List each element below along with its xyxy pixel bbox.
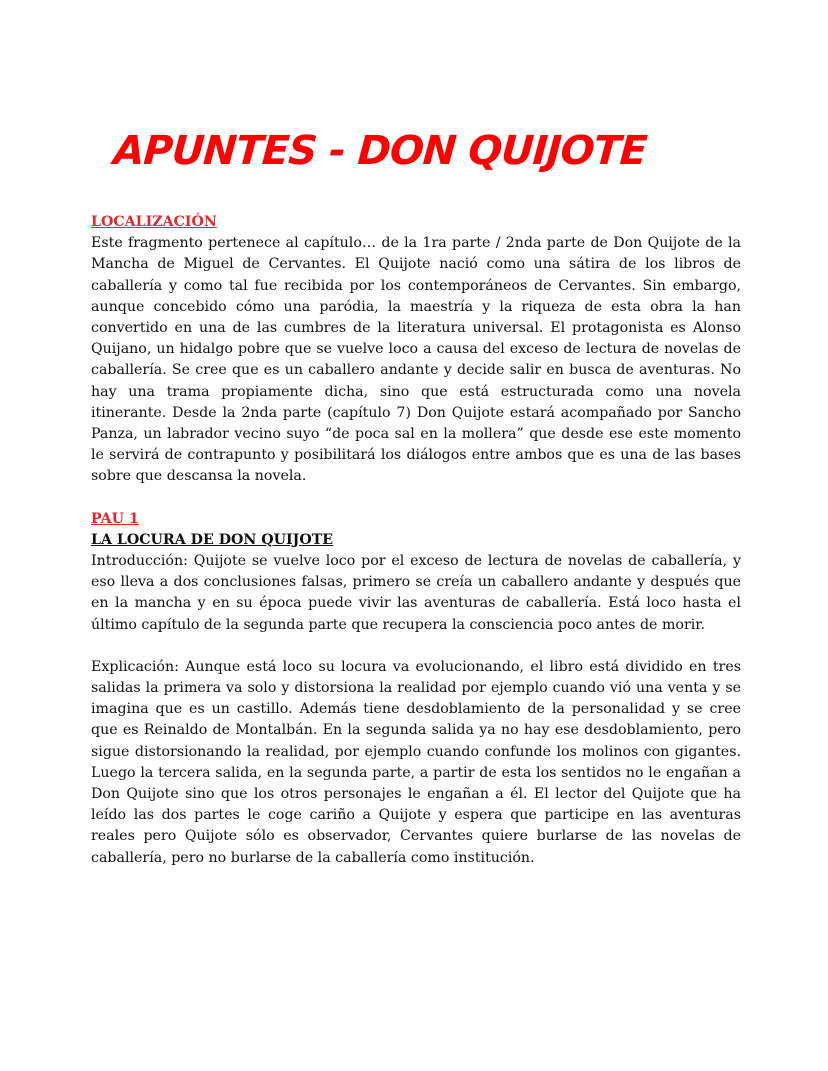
localizacion-heading: LOCALIZACIÓN (91, 214, 217, 230)
localizacion-paragraph: Este fragmento pertenece al capítulo… de la 1ra parte / 2nda parte de Don Quijote de la Mancha de Miguel de Cervantes. El Quijote nació como una sátira de los libros de caballería y como tal fue recibida por los contemporáneos de Cervantes. Sin embargo, aunque concebido cómo una paródia, la maestría y la riqueza de esta obra la han convertido en una de las cumbres de la literatura universal. El protagonista es Alonso Quijano, un hidalgo pobre que se vuelve loco a causa del exceso de lectura de novelas de caballería. Se cree que es un caballero andante y decide salir en busca de aventuras. No hay una trama propiamente dicha, sino que está estructurada como una novela itinerante. Desde la 2nda parte (capítulo 7) Don Quijote estará acompañado por Sancho Panza, un labrador vecino suyo “de poca sal en la mollera” que desde ese este momento le servirá de contrapunto y posibilitará los diálogos entre ambos que es una de las bases sobre que descansa la novela. (91, 235, 741, 485)
document-body (91, 212, 741, 869)
spacer (91, 636, 741, 657)
section-pau1 (91, 509, 741, 869)
introduccion-paragraph: Introducción: Quijote se vuelve loco por el exceso de lectura de novelas de caballería, y eso lleva a dos conclusiones falsas, primero se creía un caballero andante y después que en la mancha y en su época puede vivir las aventuras de caballería. Está loco hasta el último capítulo de la segunda parte que recupera la consciencia poco antes de morir. (91, 553, 741, 633)
pau1-heading: PAU 1 (91, 510, 139, 527)
pau1-subheading: LA LOCURA DE DON QUIJOTE (91, 531, 334, 548)
section-localizacion (91, 212, 741, 488)
page-title: APUNTES - DON QUIJOTE (112, 128, 648, 174)
spacer (91, 488, 741, 509)
explicacion-paragraph: Explicación: Aunque está loco su locura va evolucionando, el libro está dividido en tres salidas la primera va solo y distorsiona la realidad por ejemplo cuando vió una venta y se imagina que es un castillo. Además tiene desdoblamiento de la personalidad y se cree que es Reinaldo de Montalbán. En la segunda salida ya no hay ese desdoblamiento, pero sigue distorsionando la realidad, por ejemplo cuando confunde los molinos con gigantes. Luego la tercera salida, en la segunda parte, a partir de esta los sentidos no le engañan a Don Quijote sino que los otros personajes le engañan a él. El lector del Quijote que ha leído las dos partes le coge cariño a Quijote y espera que participe en las aventuras reales pero Quijote sólo es observador, Cervantes quiere burlarse de las novelas de caballería, pero no burlarse de la caballería como institución. (91, 658, 741, 866)
